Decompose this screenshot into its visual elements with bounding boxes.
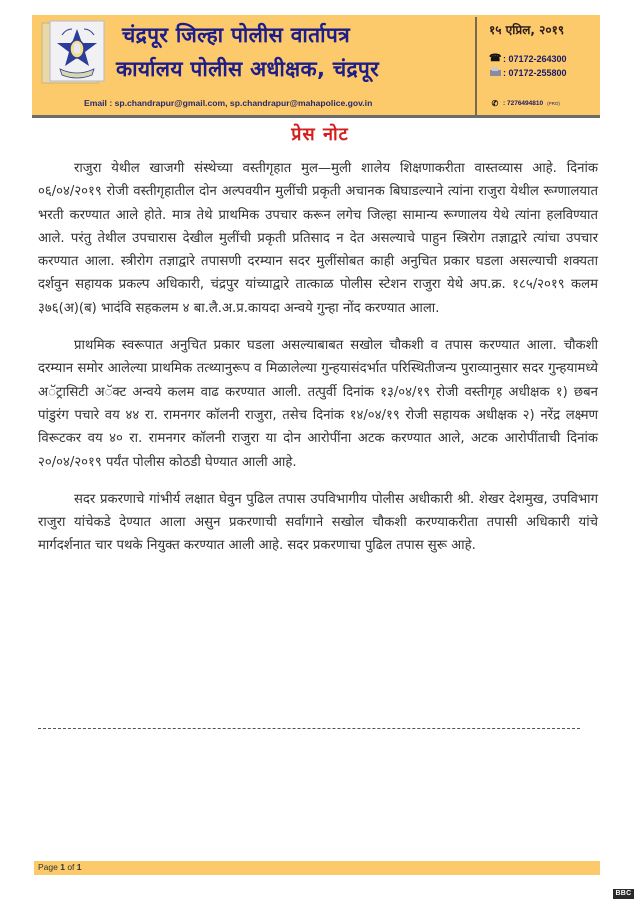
paragraph-1: राजुरा येथील खाजगी संस्थेच्या वस्तीगृहात मुल—मुली शालेय शिक्षणाकरीता वास्तव्यास आहे. दिनांक ०६/०४/२०१९ रोजी वस्तीगृहातील दोन अल्पवयीन मुलींची प्रकृती अचानक बिघाडल्याने त्यांना राजुरा येथील रूग्णालयात भरती करण्यात आले होते. मात्र तेथे प्राथमिक उपचार करून लगेच जिल्हा सामान्य रूग्णालय येथे त्यांना हलविण्यात आले. परंतु तेथील उपचारास देखील मुलींची प्रकृती प्रतिसाद न देत असल्याचे पाहुन स्त्रिरोग तज्ञाद्वारे त्यांचा उपचार करण्यात आला. स्त्रीरोग तज्ञाद्वारे तपासणी दरम्यान सदर मुलींसोबत काही अनुचित प्रकार घडला असल्याची शक्यता दर्शवुन सहायक प्रकल्प अधिकारी, चंद्रपुर यांच्याद्वारे तात्काळ पोलीस स्टेशन राजुरा येथे अप.क्र. १८५/२०१९ कलम ३७६(अ)(ब) भादंवि सहकलम ४ बा.लै.अ.प्र.कायदा अन्वये गुन्हा नोंद करण्यात आला. — [38, 161, 598, 316]
pro-number: : 7276494810 — [503, 100, 544, 107]
issue-date: १५ एप्रिल, २०१९ — [489, 23, 565, 37]
office-title: कार्यालय पोलीस अधीक्षक, चंद्रपूर — [116, 57, 380, 81]
mobile-icon: ✆ — [491, 99, 499, 108]
letterhead — [32, 15, 600, 118]
page-current: 1 — [60, 862, 65, 872]
police-emblem-logo — [40, 19, 106, 89]
fax-number: : 07172-255800 — [503, 68, 567, 78]
page-total: 1 — [76, 862, 82, 872]
paragraph-3: सदर प्रकरणाचे गांभीर्य लक्षात घेवुन पुढिल तपास उपविभागीय पोलीस अधीकारी श्री. शेखर देशमुख, उपविभाग राजुरा यांचेकडे देण्यात आला असुन प्रकरणाची सर्वांगाने सखोल चौकशी करण्याकरीता तपासी अधिकारी यांचे मार्गदर्शनात चार पथके नियुक्त करण्यात आली आहे. सदर प्रकरणाचा पुढिल तपास सुरू आहे. — [38, 491, 598, 554]
press-note-heading: प्रेस नोट — [291, 124, 349, 145]
phone-contact — [489, 53, 567, 64]
bulletin-title: चंद्रपूर जिल्हा पोलीस वार्तापत्र — [122, 23, 350, 47]
closing-dashed-rule — [38, 728, 580, 729]
page-of: of — [64, 862, 77, 872]
page-indicator — [38, 862, 82, 872]
letterhead-left — [32, 15, 474, 115]
paragraph-2: प्राथमिक स्वरूपात अनुचित प्रकार घडला असल्याबाबत सखोल चौकशी व तपास करण्यात आला. चौकशी दरम्यान समोर आलेल्या प्राथमिक तत्थ्यानुरूप व मिळालेल्या गुन्हयासंदर्भात परिस्थितीजन्य पुराव्यानुसार सदर गुन्हयामध्ये अॅट्रासिटी अॅक्ट अन्वये कलम वाढ करण्यात आली. तत्पुर्वी दिनांक १३/०४/१९ रोजी वस्तीगृह अधीक्षक १) छबन पांडुरंग पचारे वय ४४ रा. रामनगर कॉलनी राजुरा, तसेच दिनांक १४/०४/१९ रोजी सहायक अधीक्षक २) नरेंद्र लक्ष्मण विरूटकर वय ४० रा. रामनगर कॉलनी राजुरा या दोन आरोपींना अटक करण्यात आले, अटक आरोपींताची दिनांक २०/०४/२०१९ पर्यंत पोलीस कोठडी घेण्यात आली आहे. — [38, 338, 598, 470]
page-prefix: Page — [38, 862, 61, 872]
letterhead-right — [479, 15, 600, 115]
header-divider — [475, 17, 477, 115]
phone-number: : 07172-264300 — [503, 53, 567, 64]
fax-icon — [489, 67, 501, 79]
bbc-watermark: BBC — [613, 889, 634, 899]
pro-contact — [489, 99, 560, 108]
press-note-body — [38, 157, 598, 572]
fax-contact — [489, 67, 567, 79]
email-line: Email : sp.chandrapur@gmail.com, sp.chandrapur@mahapolice.gov.in — [84, 98, 373, 108]
telephone-icon: ☎ — [489, 53, 502, 64]
pro-label: (PRO) — [547, 101, 560, 106]
page-footer — [34, 861, 600, 875]
